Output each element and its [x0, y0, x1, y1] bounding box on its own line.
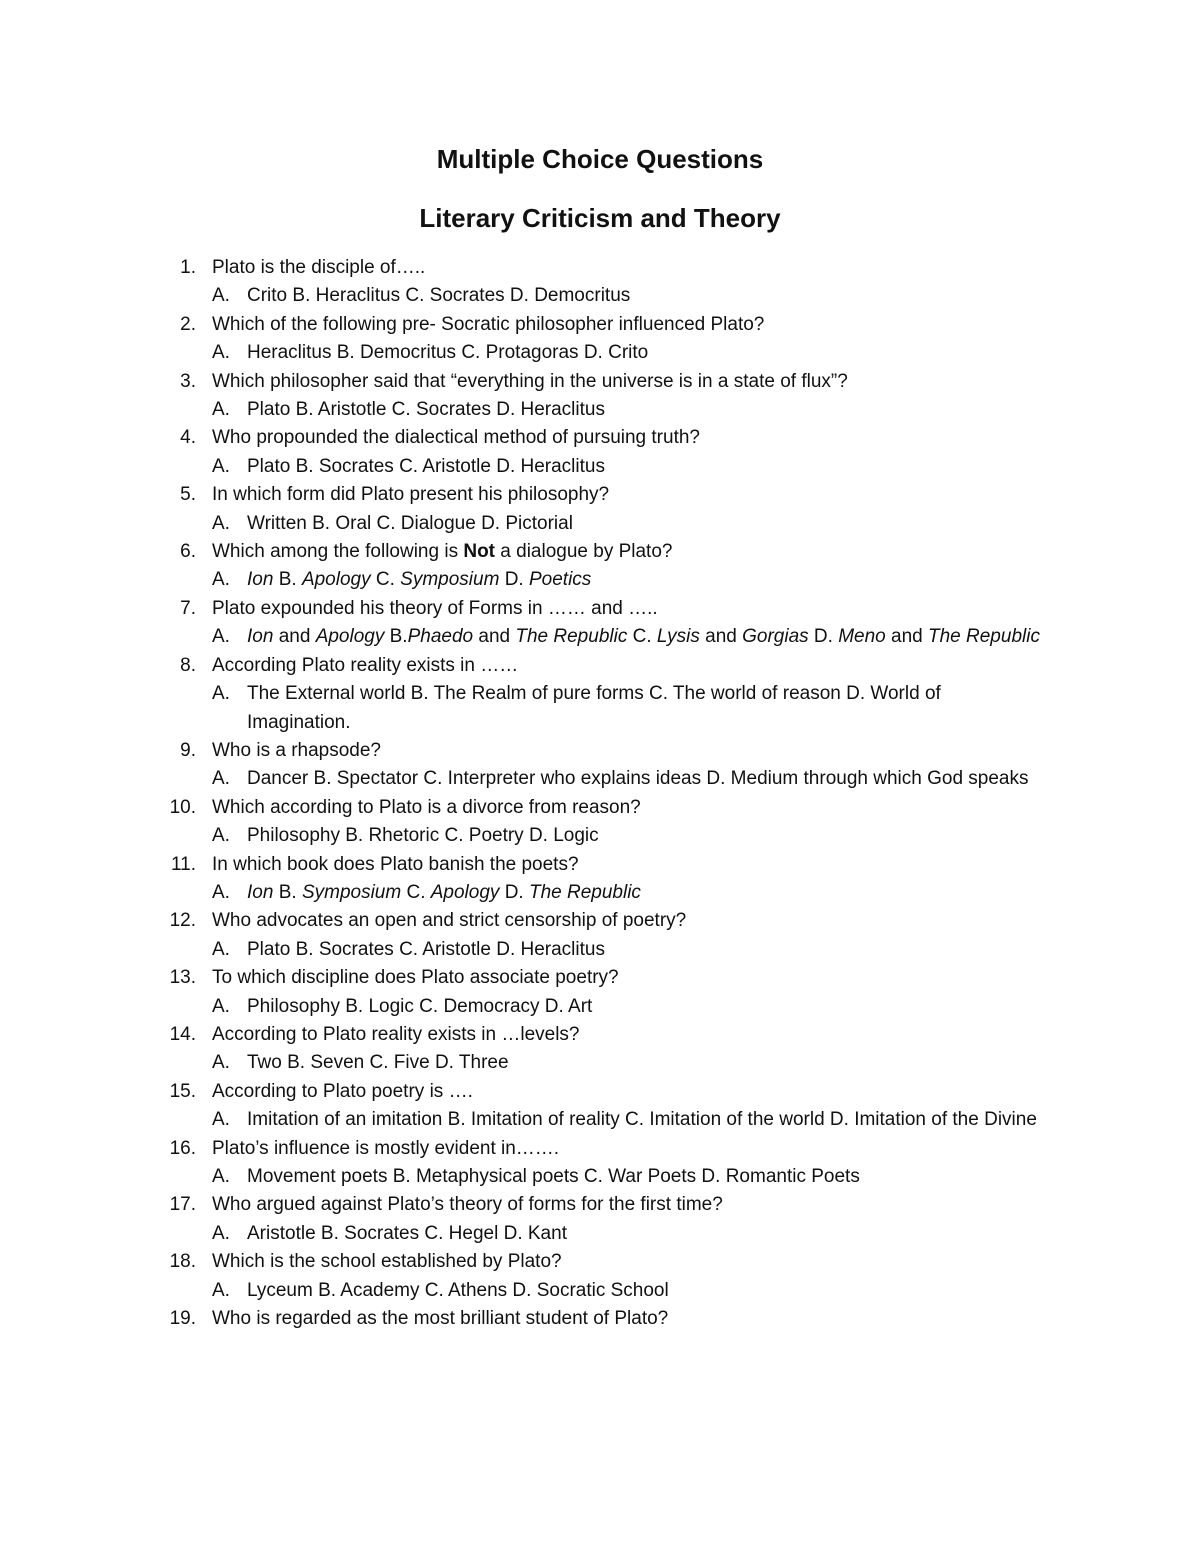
question-item: [0, 595, 1200, 652]
answer-options: [0, 993, 1047, 1021]
question-number: 12.: [169, 910, 196, 932]
answer-text-part: and: [885, 626, 928, 648]
answer-title-italic: The Republic: [928, 626, 1040, 648]
question-item: [0, 851, 1200, 908]
question-item: [0, 481, 1200, 538]
answer-label: A.: [212, 683, 230, 705]
answer-title-italic: Apology: [301, 569, 371, 591]
answer-text-part: B.: [273, 569, 302, 591]
question-line: [0, 794, 1200, 822]
answer-options: [0, 566, 1047, 594]
question-text: Which according to Plato is a divorce from reason?: [212, 796, 641, 818]
question-item: [0, 1021, 1200, 1078]
answer-title-italic: Ion: [247, 569, 274, 591]
answer-text: Aristotle B. Socrates C. Hegel D. Kant: [247, 1222, 567, 1244]
answer-label: A.: [212, 1222, 230, 1244]
answer-label: A.: [212, 512, 230, 534]
answer-options: [0, 339, 1047, 367]
answer-text: Written B. Oral C. Dialogue D. Pictorial: [247, 512, 573, 534]
answer-text-part: D.: [808, 626, 839, 648]
answer-options: [0, 1277, 1047, 1305]
answer-options: [0, 1106, 1047, 1134]
question-line: [0, 851, 1200, 879]
answer-label: A.: [212, 768, 230, 790]
question-item: [0, 538, 1200, 595]
answer-label: A.: [212, 569, 230, 591]
question-line: [0, 1078, 1200, 1106]
answer-options: [0, 1163, 1047, 1191]
question-line: [0, 424, 1200, 452]
question-number: 7.: [180, 597, 196, 619]
answer-text-part: D.: [499, 569, 529, 591]
question-item: [0, 907, 1200, 964]
question-item: [0, 1135, 1200, 1192]
question-number: 16.: [169, 1137, 196, 1159]
question-text: Plato’s influence is mostly evident in…….: [212, 1137, 560, 1159]
question-number: 9.: [180, 739, 196, 761]
question-number: 3.: [180, 370, 196, 392]
question-item: [0, 254, 1200, 311]
answer-title-italic: Gorgias: [742, 626, 809, 648]
answer-text: Two B. Seven C. Five D. Three: [247, 1052, 509, 1074]
question-text: According to Plato reality exists in …levels?: [212, 1023, 580, 1045]
answer-text: Philosophy B. Rhetoric C. Poetry D. Logic: [247, 825, 599, 847]
question-text-emphasis: Not: [463, 541, 495, 563]
question-text: Which philosopher said that “everything in the universe is in a state of flux”?: [212, 370, 848, 392]
question-item: [0, 311, 1200, 368]
answer-options: [0, 1049, 1047, 1077]
question-item: [0, 737, 1200, 794]
question-number: 18.: [169, 1251, 196, 1273]
answer-label: A.: [212, 455, 230, 477]
question-text: In which form did Plato present his philosophy?: [212, 484, 610, 506]
answer-text: Philosophy B. Logic C. Democracy D. Art: [247, 995, 593, 1017]
question-number: 1.: [180, 257, 196, 278]
question-number: 10.: [169, 796, 196, 818]
question-line: [0, 907, 1200, 935]
question-item: [0, 1248, 1200, 1305]
answer-text-part: C.: [401, 881, 431, 903]
question-text: According Plato reality exists in ……: [212, 654, 519, 676]
question-text: Plato expounded his theory of Forms in …… and …..: [212, 597, 658, 619]
answer-title-italic: Phaedo: [407, 626, 474, 648]
question-number: 5.: [180, 484, 196, 506]
question-item: [0, 1191, 1200, 1248]
answer-title-italic: Lysis: [656, 626, 700, 648]
question-line: [0, 737, 1200, 765]
answer-title-italic: Symposium: [400, 569, 500, 591]
answer-label: A.: [212, 342, 230, 364]
question-text: Who is regarded as the most brilliant student of Plato?: [212, 1308, 669, 1330]
question-line: [0, 311, 1200, 339]
answer-options: [0, 680, 1047, 737]
answer-text: Movement poets B. Metaphysical poets C. War Poets D. Romantic Poets: [247, 1166, 860, 1187]
question-text-part: Which among the following is: [212, 541, 464, 563]
question-number: 15.: [169, 1080, 196, 1102]
answer-text-part: C.: [627, 626, 657, 648]
answer-title-italic: Apology: [315, 626, 385, 648]
question-text: Who is a rhapsode?: [212, 739, 381, 761]
question-text: Who argued against Plato’s theory of forms for the first time?: [212, 1194, 723, 1216]
answer-label: A.: [212, 626, 230, 648]
answer-text: Lyceum B. Academy C. Athens D. Socratic School: [247, 1279, 669, 1301]
answer-title-italic: Poetics: [528, 569, 592, 591]
answer-text: Heraclitus B. Democritus C. Protagoras D. Crito: [247, 342, 649, 364]
question-item: [0, 368, 1200, 425]
answer-options: [0, 765, 1047, 793]
answer-options: [0, 282, 1047, 310]
answer-text-part: and: [273, 626, 316, 648]
answer-text-part: C.: [370, 569, 401, 591]
question-line: [0, 1135, 1200, 1163]
question-item: [0, 652, 1200, 737]
answer-label: A.: [212, 881, 230, 903]
question-number: 19.: [169, 1308, 196, 1330]
answer-title-italic: Meno: [838, 626, 886, 648]
answer-text: [247, 626, 1040, 647]
answer-options: [0, 453, 1047, 481]
question-text: In which book does Plato banish the poets?: [212, 853, 579, 875]
answer-text: Plato B. Socrates C. Aristotle D. Heraclitus: [247, 455, 605, 477]
question-number: 2.: [180, 313, 196, 335]
question-item: [0, 1078, 1200, 1135]
question-text-part: a dialogue by Plato?: [495, 541, 673, 563]
question-item: [0, 794, 1200, 851]
answer-text-part: D.: [499, 881, 529, 903]
answer-text: Dancer B. Spectator C. Interpreter who explains ideas D. Medium through which God speaks: [247, 768, 1029, 790]
answer-title-italic: Apology: [430, 881, 500, 903]
answer-label: A.: [212, 825, 230, 847]
answer-options: [0, 936, 1047, 964]
answer-text: Imitation of an imitation B. Imitation of reality C. Imitation of the world D. Imitation of the Divine: [247, 1109, 1037, 1131]
question-line: [0, 254, 1200, 282]
answer-options: [0, 1220, 1047, 1248]
answer-text: Plato B. Aristotle C. Socrates D. Heraclitus: [247, 399, 605, 421]
answer-text: [247, 882, 641, 903]
question-item: [0, 1305, 1200, 1333]
answer-options: [0, 822, 1047, 850]
question-number: 14.: [169, 1023, 196, 1045]
answer-text: Plato B. Socrates C. Aristotle D. Heraclitus: [247, 938, 605, 960]
answer-text: The External world B. The Realm of pure forms C. The world of reason D. World of Imagination.: [247, 683, 941, 733]
answer-text: Crito B. Heraclitus C. Socrates D. Democritus: [247, 285, 631, 307]
answer-title-italic: Ion: [247, 626, 274, 648]
answer-title-italic: The Republic: [515, 626, 628, 648]
question-number: 4.: [180, 427, 196, 449]
answer-label: A.: [212, 399, 230, 421]
question-item: [0, 424, 1200, 481]
answer-label: A.: [212, 1166, 230, 1187]
question-text: Plato is the disciple of…..: [212, 257, 426, 278]
question-number: 17.: [169, 1194, 196, 1216]
question-number: 8.: [180, 654, 196, 676]
question-line: [0, 1248, 1200, 1276]
answer-label: A.: [212, 1109, 230, 1131]
answer-text-part: and: [473, 626, 516, 648]
question-text: Who advocates an open and strict censorship of poetry?: [212, 910, 687, 932]
question-item: [0, 964, 1200, 1021]
question-text: To which discipline does Plato associate poetry?: [212, 967, 619, 989]
answer-title-italic: Ion: [247, 881, 274, 903]
question-text: Which of the following pre- Socratic philosopher influenced Plato?: [212, 313, 765, 335]
question-line: [0, 1305, 1200, 1333]
answer-label: A.: [212, 1279, 230, 1301]
question-line: [0, 595, 1200, 623]
question-number: 6.: [180, 541, 196, 563]
answer-options: [0, 879, 1047, 907]
answer-text: [247, 569, 591, 590]
answer-title-italic: The Republic: [528, 881, 641, 903]
question-line: [0, 481, 1200, 509]
answer-label: A.: [212, 995, 230, 1017]
page-title: Multiple Choice Questions: [436, 144, 764, 174]
answer-text-part: B.: [273, 881, 302, 903]
answer-title-italic: Symposium: [301, 881, 402, 903]
question-line: [0, 652, 1200, 680]
question-line: [0, 368, 1200, 396]
question-text: Who propounded the dialectical method of pursuing truth?: [212, 427, 700, 449]
question-line: [0, 1191, 1200, 1219]
question-number: 11.: [170, 853, 196, 875]
question-number: 13.: [169, 967, 196, 989]
question-text: According to Plato poetry is ….: [212, 1080, 473, 1102]
answer-options: [0, 396, 1047, 424]
question-text: Which is the school established by Plato?: [212, 1251, 562, 1273]
answer-label: A.: [212, 938, 230, 960]
answer-options: [0, 510, 1047, 538]
question-line: [0, 538, 1200, 566]
answer-label: A.: [212, 1052, 230, 1074]
answer-label: A.: [212, 285, 230, 307]
answer-text-part: B.: [384, 626, 408, 648]
question-line: [0, 964, 1200, 992]
question-text: [212, 541, 672, 562]
question-list: [0, 254, 1200, 1333]
question-line: [0, 1021, 1200, 1049]
answer-text-part: and: [699, 626, 743, 648]
answer-options: [0, 623, 1047, 651]
page-subtitle: Literary Criticism and Theory: [419, 203, 781, 233]
